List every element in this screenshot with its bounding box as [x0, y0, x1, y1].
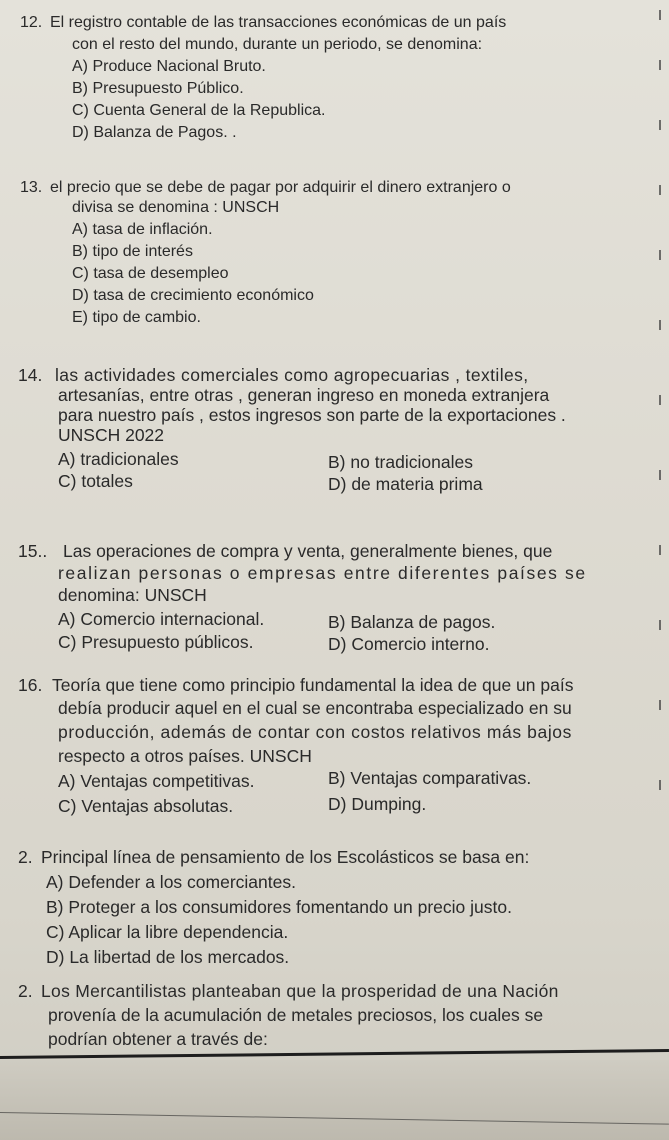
option-c[interactable]: C) Ventajas absolutas. — [58, 796, 234, 816]
option-d[interactable]: D) La libertad de los mercados. — [46, 947, 290, 967]
option-a[interactable]: A) tradicionales — [58, 449, 179, 469]
option-b[interactable]: B) Ventajas comparativas. — [328, 768, 532, 788]
question-text-line: debía producir aquel en el cual se encontraba especializado en su — [58, 698, 572, 718]
option-a[interactable]: A) Comercio internacional. — [58, 609, 265, 629]
question-number: 2. — [18, 981, 33, 1001]
question-text-line: Las operaciones de compra y venta, generalmente bienes, que — [63, 541, 553, 561]
option-c[interactable]: C) Presupuesto públicos. — [58, 632, 254, 652]
question-text-line: Teoría que tiene como principio fundamental la idea de que un país — [52, 675, 574, 695]
option-d[interactable]: D) de materia prima — [328, 474, 483, 494]
option-b[interactable]: B) Presupuesto Público. — [72, 80, 244, 97]
question-number: 14. — [18, 365, 43, 385]
question-text-line: realizan personas o empresas entre diferentes países se — [58, 563, 587, 583]
option-d[interactable]: D) Dumping. — [328, 794, 427, 814]
option-d[interactable]: D) Balanza de Pagos. . — [72, 124, 237, 141]
question-text-line: las actividades comerciales como agropecuarias , textiles, — [55, 365, 529, 385]
option-a[interactable]: A) Defender a los comerciantes. — [46, 872, 296, 892]
question-text-line: Principal línea de pensamiento de los Escolásticos se basa en: — [41, 847, 530, 867]
option-c[interactable]: C) totales — [58, 471, 133, 491]
option-b[interactable]: B) no tradicionales — [328, 452, 473, 472]
question-text-line: artesanías, entre otras , generan ingreso en moneda extranjera — [58, 385, 550, 405]
question-text-line: producción, además de contar con costos relativos más bajos — [58, 722, 572, 742]
option-d[interactable]: D) Comercio interno. — [328, 634, 490, 654]
option-a[interactable]: A) Ventajas competitivas. — [58, 771, 255, 791]
question-text-line: provenía de la acumulación de metales preciosos, los cuales se — [48, 1005, 544, 1025]
option-c[interactable]: C) Aplicar la libre dependencia. — [46, 922, 289, 942]
right-edge-marks — [649, 0, 663, 1060]
option-a[interactable]: A) tasa de inflación. — [72, 221, 213, 238]
question-number: 2. — [18, 847, 33, 867]
option-a[interactable]: A) Produce Nacional Bruto. — [72, 58, 266, 75]
question-number: 15.. — [18, 541, 48, 561]
question-text-line: con el resto del mundo, durante un periodo, se denomina: — [72, 36, 483, 53]
option-c[interactable]: C) Cuenta General de la Republica. — [72, 102, 326, 119]
option-d[interactable]: D) tasa de crecimiento económico — [72, 287, 314, 304]
question-text-line: el precio que se debe de pagar por adquirir el dinero extranjero o — [50, 179, 511, 196]
question-text-line: Los Mercantilistas planteaban que la prosperidad de una Nación — [41, 981, 559, 1001]
question-text-line: para nuestro país , estos ingresos son parte de la exportaciones . — [58, 405, 566, 425]
question-text-line: podrían obtener a través de: — [48, 1029, 268, 1049]
option-e[interactable]: E) tipo de cambio. — [72, 309, 201, 326]
question-text-line: respecto a otros países. UNSCH — [58, 746, 312, 766]
question-number: 16. — [18, 675, 43, 695]
option-b[interactable]: B) tipo de interés — [72, 243, 193, 260]
question-text-line: divisa se denomina : UNSCH — [72, 199, 280, 216]
option-b[interactable]: B) Proteger a los consumidores fomentando un precio justo. — [46, 897, 512, 917]
question-text-line: UNSCH 2022 — [58, 425, 165, 445]
option-c[interactable]: C) tasa de desempleo — [72, 265, 229, 282]
page-bottom-shadow — [0, 1060, 669, 1140]
question-text-line: El registro contable de las transacciones económicas de un país — [50, 14, 507, 31]
question-number: 13. — [20, 179, 43, 196]
question-text-line: denomina: UNSCH — [58, 585, 207, 605]
question-number: 12. — [20, 14, 43, 31]
option-b[interactable]: B) Balanza de pagos. — [328, 612, 496, 632]
